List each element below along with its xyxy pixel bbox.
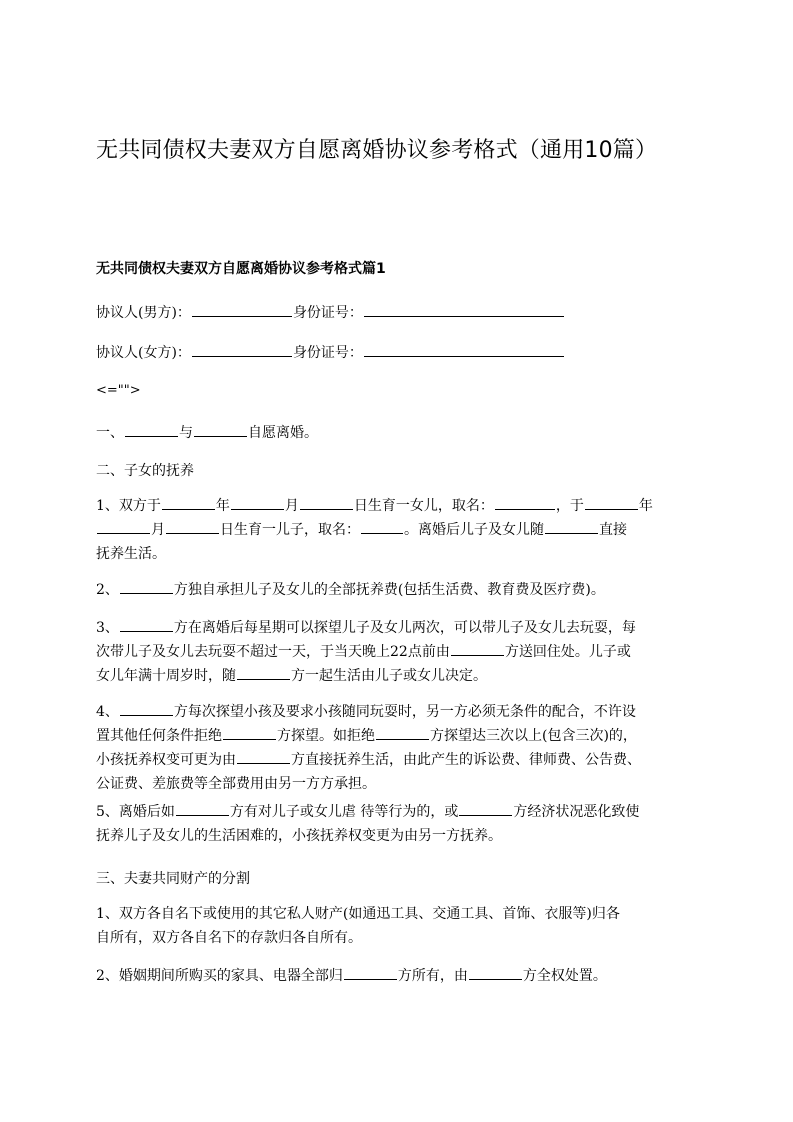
blank-field xyxy=(176,801,229,816)
party-male-label: 协议人(男方)： xyxy=(96,305,191,321)
section-heading: 无共同债权夫妻双方自愿离婚协议参考格式篇1 xyxy=(96,261,386,277)
paragraph-property-1: 1、双方各自名下或使用的其它私人财产(如通迅工具、交通工具、首饰、衣服等)归各 自所有，双方各自名下的存款归各自所有。 xyxy=(96,906,620,946)
blank-field xyxy=(364,302,564,317)
paragraph-custody-4: 4、 方每次探望小孩及要求小孩随同玩耍时，另一方必须无条件的配合，不许设 置其他任何条件拒绝 方探望。如拒绝 方探望达三次以上(包含三次)的， 小孩抚养权变可更为由 方直接抚养生活，由此产生的诉讼费、律师费、公告费、 公证费、差旅费等全部费用由另一方方承担。 xyxy=(96,700,704,796)
blank-field xyxy=(125,422,178,437)
blank-field xyxy=(469,965,522,980)
paragraph-custody-2: 2、 方独自承担儿子及女儿的全部抚养费(包括生活费、教育费及医疗费)。 xyxy=(96,578,704,602)
blank-field xyxy=(231,495,284,510)
blank-field xyxy=(166,519,219,534)
paragraph-custody-5: 5、离婚后如 方有对儿子或女儿虐 待等行为的，或 方经济状况恶化致使 抚养儿子及女儿的生活困难的，小孩抚养权变更为由另一方抚养。 xyxy=(96,800,704,848)
paragraph-custody-1: 1、双方于 年 月 日生育一女儿，取名： ，于 年 月 日生育一儿子，取名： 。离婚后儿子及女儿随 直接 抚养生活。 xyxy=(96,494,704,566)
blank-field xyxy=(237,749,290,764)
blank-field xyxy=(97,519,150,534)
blank-field xyxy=(120,617,173,632)
item-one: 一、 与 自愿离婚。 xyxy=(96,422,318,444)
party-male-line xyxy=(96,302,565,324)
heading-property-division: 三、夫妻共同财产的分割 xyxy=(96,871,250,887)
blank-field xyxy=(300,495,353,510)
blank-field xyxy=(194,422,247,437)
blank-field xyxy=(459,801,512,816)
blank-field xyxy=(344,965,397,980)
blank-field xyxy=(585,495,638,510)
blank-field xyxy=(223,725,276,740)
blank-field xyxy=(376,725,429,740)
blank-field xyxy=(361,519,403,534)
blank-field xyxy=(120,579,173,594)
blank-field xyxy=(237,665,290,680)
blank-field xyxy=(120,701,173,716)
stray-markup: <=""> xyxy=(96,383,141,398)
blank-field xyxy=(162,495,215,510)
blank-field xyxy=(495,495,555,510)
blank-field xyxy=(451,641,504,656)
paragraph-property-2: 2、婚姻期间所购买的家具、电器全部归 方所有，由 方全权处置。 xyxy=(96,964,704,988)
party-female-label: 协议人(女方)： xyxy=(96,345,191,361)
document-title: 无共同债权夫妻双方自愿离婚协议参考格式（通用10篇） xyxy=(96,138,658,163)
blank-field xyxy=(364,342,564,357)
blank-field xyxy=(192,302,292,317)
party-female-line xyxy=(96,342,565,364)
blank-field xyxy=(545,519,598,534)
heading-child-custody: 二、子女的抚养 xyxy=(96,463,194,479)
id-label: 身份证号： xyxy=(292,345,363,361)
paragraph-custody-3: 3、 方在离婚后每星期可以探望儿子及女儿两次，可以带儿子及女儿去玩耍，每 次带儿子及女儿去玩耍不超过一天，于当天晚上22点前由 方送回住处。儿子或 女儿年满十周岁时，随 方一起生活由儿子或女儿决定。 xyxy=(96,616,704,688)
id-label: 身份证号： xyxy=(292,305,363,321)
blank-field xyxy=(192,342,292,357)
